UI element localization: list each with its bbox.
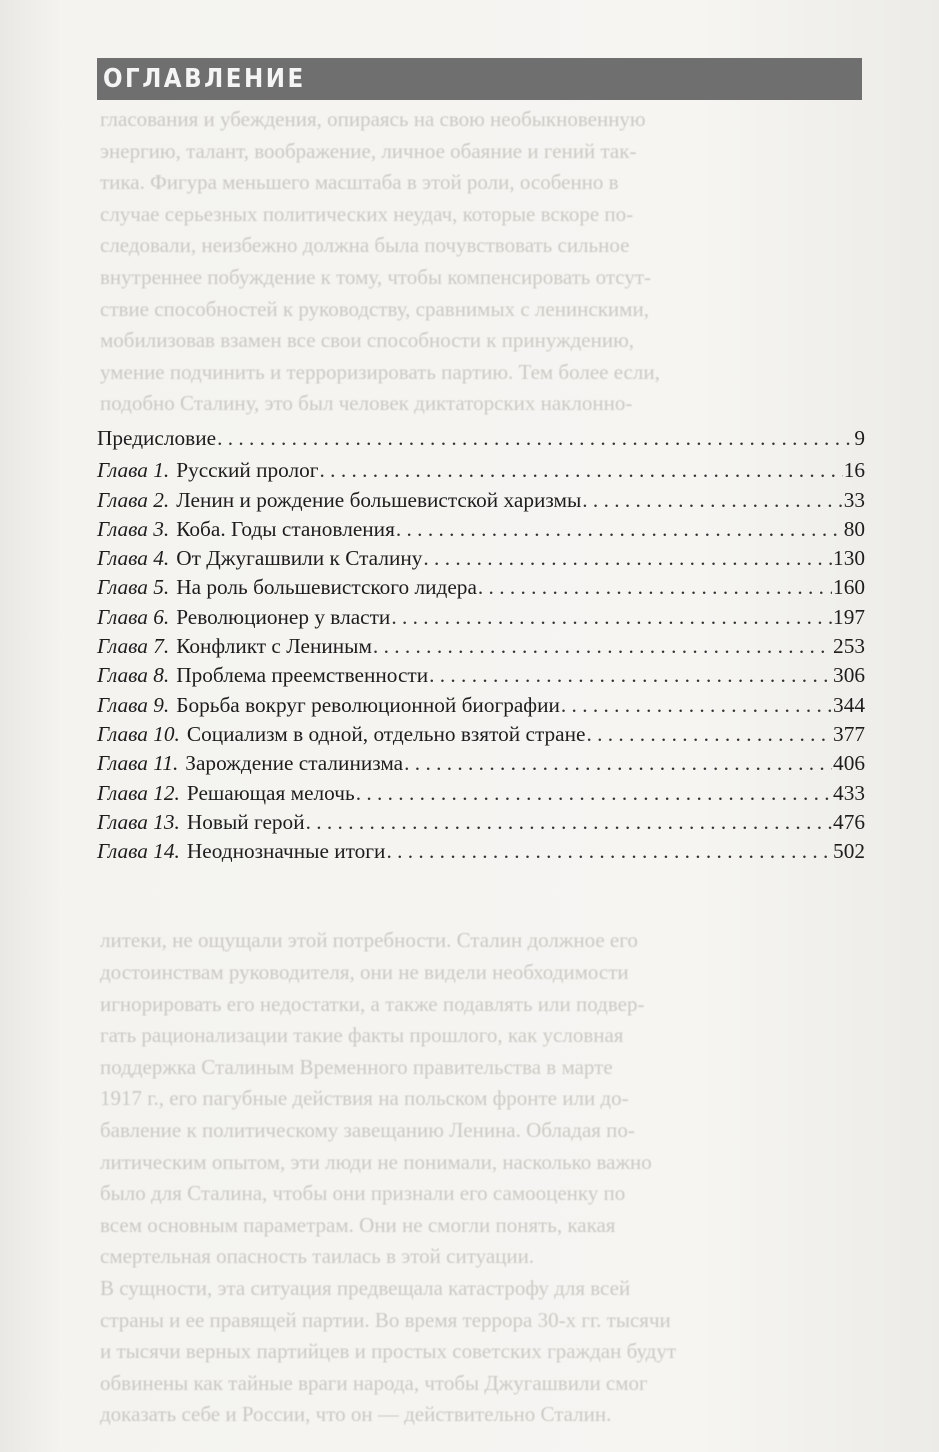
toc-entry-page: 344: [833, 692, 865, 717]
bleed-through-line: гласования и убеждения, опираясь на свою необыкновенную: [100, 107, 646, 131]
toc-entry-page: 377: [833, 721, 865, 746]
toc-entry-chapter-7[interactable]: [97, 632, 865, 661]
toc-entry-chapter-2[interactable]: [97, 486, 865, 515]
bleed-through-line: энергию, талант, воображение, личное обаяние и гений так-: [100, 138, 637, 163]
toc-entry-title: На роль большевистского лидера: [176, 575, 477, 600]
bleed-through-line: 1917 г., его пагубные действия на польском фронте или до-: [100, 1086, 629, 1111]
dot-leader: [429, 661, 832, 690]
bleed-through-line: В сущности, эта ситуация предвещала катастрофу для всей: [100, 1275, 631, 1300]
chapter-list: [97, 456, 865, 866]
bleed-through-line: случае серьезных политических неудач, которые вскоре по-: [100, 201, 634, 226]
bleed-through-line: страны и ее правящей партии. Во время террора 30-х гг. тысячи: [100, 1307, 671, 1332]
dot-leader: [320, 456, 843, 485]
toc-entry-title: Борьба вокруг революционной биографии: [176, 692, 560, 717]
chapter-label: Глава 12.: [97, 780, 180, 805]
bleed-through-line: достоинствам руководителя, они не видели необходимости: [100, 960, 629, 985]
toc-entry-title: Конфликт с Лениным: [176, 634, 372, 659]
toc-entry-title: Ленин и рождение большевистской харизмы: [176, 487, 582, 512]
toc-entry-page: 33: [843, 487, 865, 512]
dot-leader: [391, 603, 832, 632]
toc-entry-chapter-3[interactable]: [97, 515, 865, 544]
toc-entry-page: 502: [833, 839, 865, 864]
toc-entry-chapter-10[interactable]: [97, 720, 865, 749]
toc-entry-chapter-9[interactable]: [97, 691, 865, 720]
dot-leader: [561, 691, 832, 720]
chapter-label: Глава 13.: [97, 809, 180, 834]
bleed-through-line: [100, 894, 820, 926]
toc-entry-title: Зарождение сталинизма: [185, 751, 404, 776]
toc-entry-title: Предисловие: [97, 426, 217, 450]
dot-leader: [217, 424, 853, 453]
dot-leader: [478, 573, 832, 602]
chapter-label: Глава 8.: [97, 663, 170, 688]
chapter-label: Глава 1.: [97, 458, 170, 483]
bleed-through-line: ствие способностей к руководству, сравнимых с ленинскими,: [100, 296, 649, 321]
bleed-through-line: внутреннее побуждение к тому, чтобы компенсировать отсут-: [100, 264, 652, 289]
toc-entry-page: 9: [854, 426, 865, 450]
chapter-label: Глава 5.: [97, 575, 170, 600]
bleed-through-line: было для Сталина, чтобы они признали его самооценку по: [100, 1181, 626, 1206]
toc-entry-chapter-8[interactable]: [97, 661, 865, 690]
chapter-label: Глава 11.: [97, 751, 179, 776]
chapter-label: Глава 4.: [97, 546, 170, 571]
toc-entry-page: 433: [833, 780, 865, 805]
toc-entry-chapter-1[interactable]: [97, 456, 865, 485]
bleed-through-line: [100, 862, 820, 894]
dot-leader: [396, 515, 843, 544]
dot-leader: [404, 749, 832, 778]
toc-entry-chapter-4[interactable]: [97, 544, 865, 573]
toc-entry-title: Революционер у власти: [176, 604, 391, 629]
toc-entry-page: 80: [843, 516, 865, 541]
dot-leader: [586, 720, 832, 749]
toc-entry-chapter-12[interactable]: [97, 779, 865, 808]
toc-entry-page: 406: [833, 751, 865, 776]
chapter-label: Глава 10.: [97, 721, 180, 746]
toc-entry-chapter-14[interactable]: [97, 837, 865, 866]
bleed-through-line: подобно Сталину, это был человек диктаторских наклонно-: [100, 391, 633, 416]
toc-entry-page: 160: [833, 575, 865, 600]
toc-entry-title: Неоднозначные итоги: [186, 839, 386, 864]
toc-entry-preface[interactable]: [97, 424, 865, 453]
toc-entry-page: 306: [833, 663, 865, 688]
dot-leader: [423, 544, 832, 573]
table-of-contents: [97, 424, 865, 866]
toc-entry-title: Решающая мелочь: [186, 780, 355, 805]
bleed-through-line: литеки, не ощущали этой потребности. Сталин должное его: [100, 928, 638, 953]
toc-entry-title: Проблема преемственности: [176, 663, 429, 688]
bleed-through-line: всем основным параметрам. Они не смогли понять, какая: [100, 1212, 616, 1237]
toc-entry-page: 253: [833, 634, 865, 659]
bleed-through-line: поддержка Сталиным Временного правительства в марте: [100, 1054, 613, 1079]
toc-entry-page: 476: [833, 809, 865, 834]
toc-entry-chapter-13[interactable]: [97, 808, 865, 837]
toc-entry-chapter-11[interactable]: [97, 749, 865, 778]
dot-leader: [356, 779, 832, 808]
bleed-through-line: умение подчинить и терроризировать партию. Тем более если,: [100, 359, 660, 384]
bleed-through-line: гать рационализации такие факты прошлого, как условная: [100, 1023, 624, 1048]
bleed-through-line: доказать себе и России, что он — действительно Сталин.: [100, 1402, 612, 1427]
dot-leader: [386, 837, 832, 866]
toc-entry-page: 130: [833, 546, 865, 571]
toc-entry-title: Коба. Годы становления: [176, 516, 395, 541]
bleed-through-line: обвинены как тайные враги народа, чтобы Джугашвили смог: [100, 1370, 648, 1395]
bleed-through-line: тика. Фигура меньшего масштаба в этой роли, особенно в: [100, 170, 619, 195]
dot-leader: [373, 632, 832, 661]
page-title: ОГЛАВЛЕНИЕ: [103, 64, 306, 94]
bleed-through-line: и тысячи верных партийцев и простых советских граждан будут: [100, 1339, 677, 1364]
toc-entry-title: От Джугашвили к Сталину: [176, 546, 423, 571]
chapter-label: Глава 7.: [97, 634, 170, 659]
bleed-through-line: игнорировать его недостатки, а также подавлять или подвер-: [100, 991, 645, 1016]
toc-entry-page: 197: [833, 604, 865, 629]
dot-leader: [582, 486, 842, 515]
toc-entry-title: Новый герой: [186, 809, 305, 834]
bleed-through-line: следовали, неизбежно должна была почувствовать сильное: [100, 233, 630, 258]
toc-entry-chapter-6[interactable]: [97, 603, 865, 632]
bleed-through-line: бавление к политическому завещанию Ленина. Обладая по-: [100, 1118, 635, 1142]
toc-entry-title: Социализм в одной, отдельно взятой стране: [186, 721, 586, 746]
bleed-through-line: литическим опытом, эти люди не понимали, насколько важно: [100, 1149, 652, 1174]
chapter-label: Глава 2.: [97, 487, 170, 512]
bleed-through-line: смертельная опасность таилась в этой ситуации.: [100, 1244, 535, 1269]
bleed-through-line: мобилизовав взамен все свои способности к принуждению,: [100, 328, 635, 353]
toc-entry-page: 16: [843, 458, 865, 483]
chapter-label: Глава 9.: [97, 692, 170, 717]
chapter-label: Глава 6.: [97, 604, 170, 629]
toc-entry-title: Русский пролог: [176, 458, 319, 483]
chapter-label: Глава 14.: [97, 839, 180, 864]
toc-entry-chapter-5[interactable]: [97, 573, 865, 602]
chapter-label: Глава 3.: [97, 516, 170, 541]
dot-leader: [306, 808, 832, 837]
